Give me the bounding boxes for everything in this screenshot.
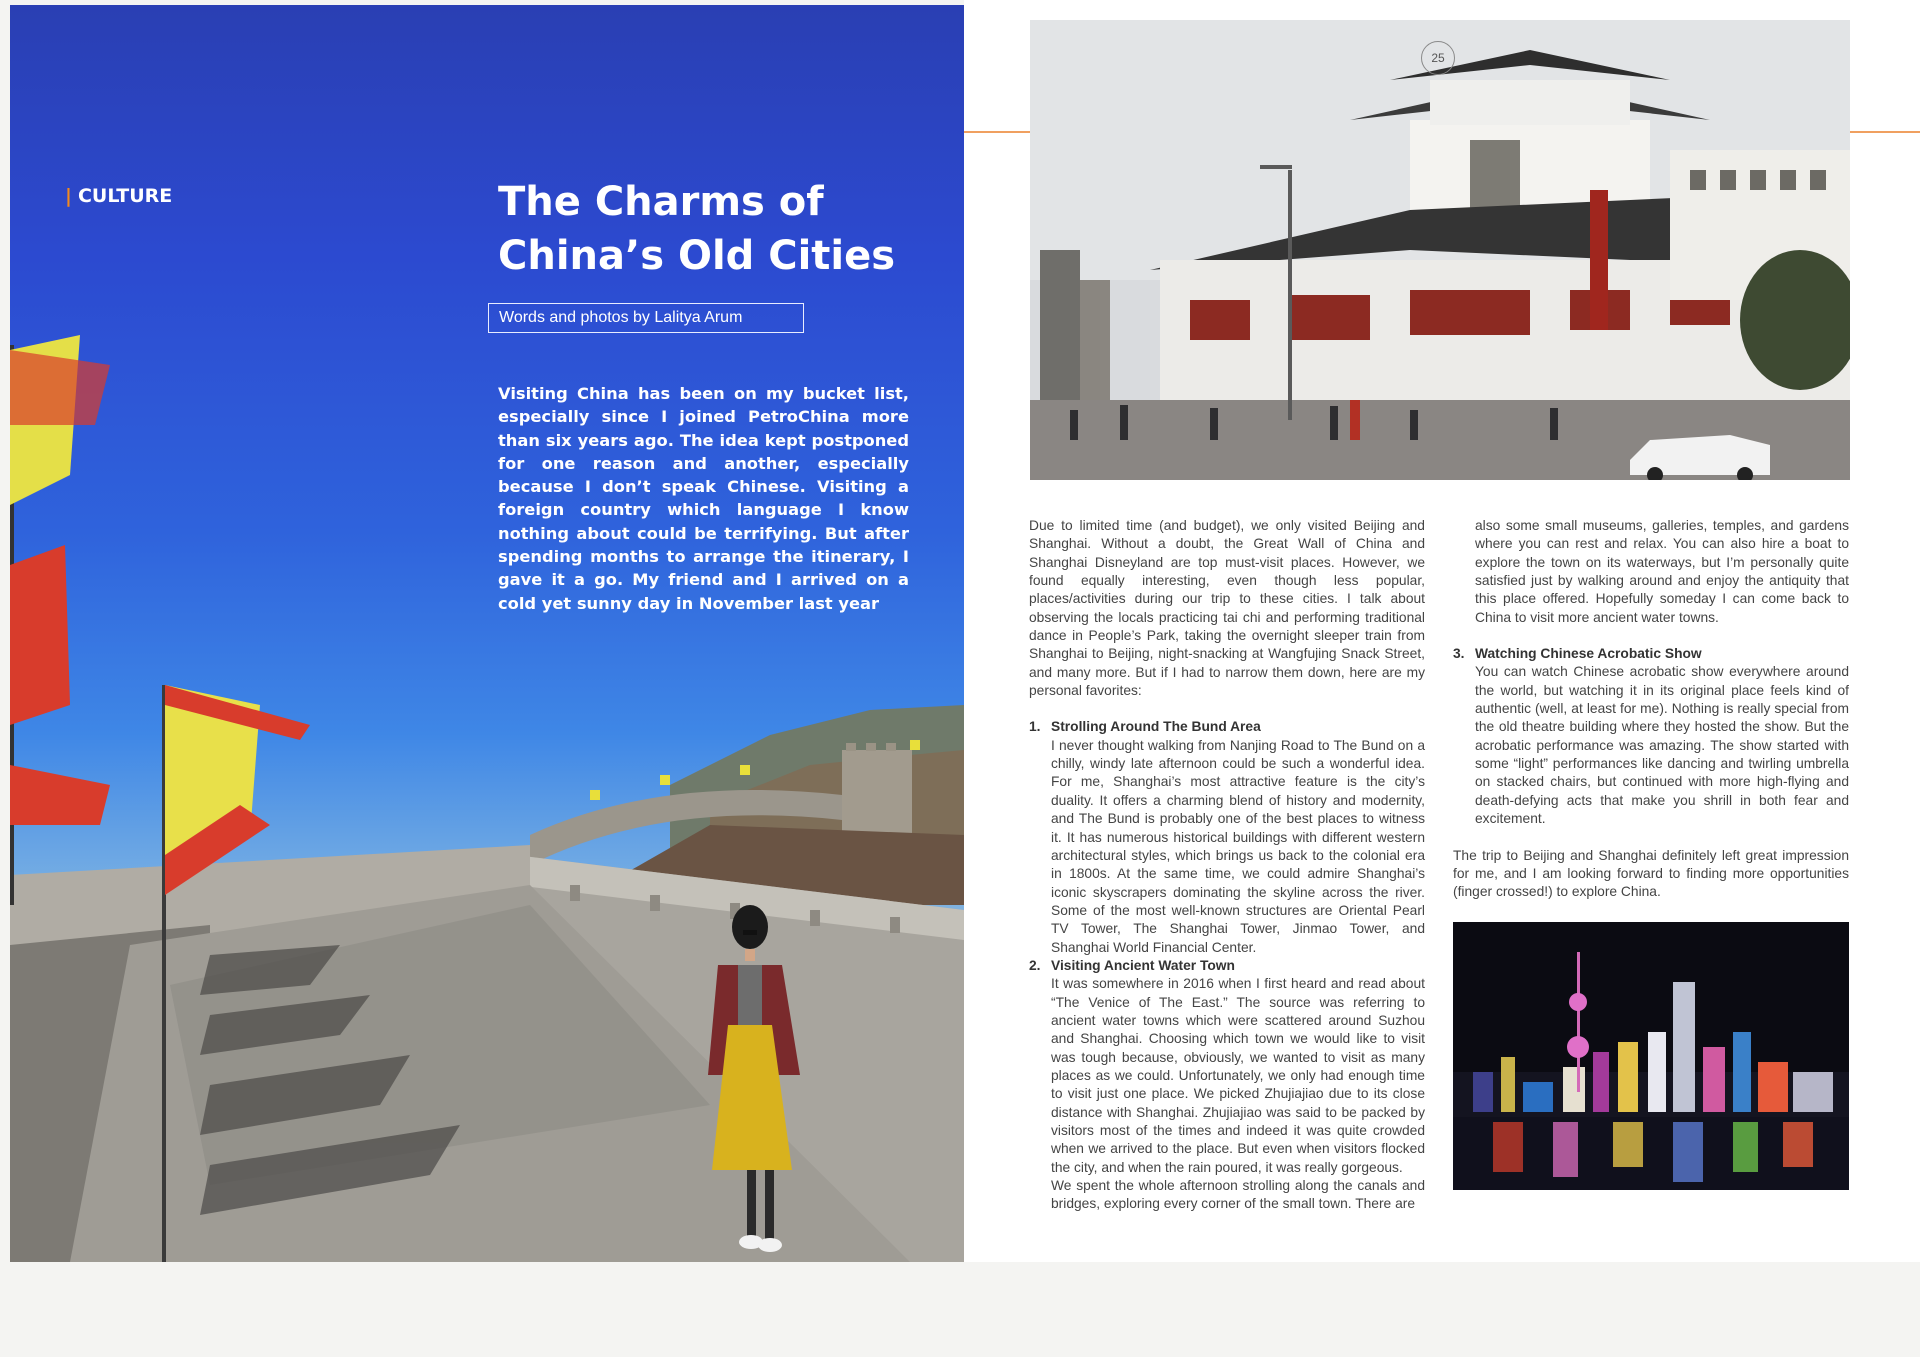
list-item — [1029, 957, 1425, 1214]
list-item — [1029, 718, 1425, 956]
list-item-number: 1. — [1029, 719, 1041, 735]
bund-skyline-night-photo — [1453, 922, 1849, 1190]
left-page — [10, 5, 964, 1262]
list-item-body: I never thought walking from Nanjing Road to The Bund on a chilly, windy late afternoon could be such a wonderful idea. For me, Shanghai’s most attractive feature is the city’s duality. It offers a charming blend of history and modernity, and The Bund is probably one of the best places to witness it. It has numerous historical buildings with different western architectural styles, which brings us back to the colonial era in 1800s. At the same time, we could admire Shanghai’s iconic skyscrapers dominating the skyline across the river. Some of the most well-known structures are Oriental Pearl TV Tower, The Shanghai Tower, Jinmao Tower, and Shanghai World Financial Center. — [1051, 737, 1425, 955]
right-page — [964, 0, 1920, 1262]
list-item-body-continued: We spent the whole afternoon strolling along the canals and bridges, exploring every corner of the small town. There are — [1051, 1178, 1425, 1212]
section-marker: | — [65, 185, 72, 207]
list-item-body: It was somewhere in 2016 when I first heard and read about “The Venice of The East.” The source was referring to ancient water towns which were scattered around Suzhou and Shanghai. Choosing which town we would like to visit was tough because, obviously, we wanted to visit as many places as we could. Unfortunately, we only had enough time to visit just one place. We picked Zhujiajiao due to its close distance with Shanghai. Zhujiajiao was said to be packed by visitors most of the times and indeed it was quite crowded when we arrived to the place. But even when visitors flocked the city, and when the rain poured, it was really gorgeous. — [1051, 976, 1425, 1175]
section-label-text: CULTURE — [77, 185, 173, 207]
title-line-2: China’s Old Cities — [498, 233, 896, 279]
list-item-body: You can watch Chinese acrobatic show everywhere around the world, but watching it in its original place feels kind of authentic (well, at least for me). Nothing is really special from the old theatre building where they hosted the show. But the acrobatic performance was amazing. The show started with some “light” performances like dancing and twirling umbrella on stacked chairs, but continued with more high-flying and death-defying acts that make you shrill in both fear and excitement. — [1475, 664, 1849, 827]
list-item-number: 2. — [1029, 957, 1041, 973]
article-title — [498, 175, 918, 283]
list-item — [1453, 645, 1849, 828]
page-number: 25 — [1421, 41, 1455, 75]
closing-paragraph: The trip to Beijing and Shanghai definitely left great impression for me, and I am looking forward to finding more opportunities (finger crossed!) to explore China. — [1453, 847, 1849, 900]
list-item-heading — [1453, 645, 1849, 663]
title-line-1: The Charms of — [498, 179, 824, 225]
list-item-heading — [1029, 957, 1425, 975]
article-column-left — [1029, 517, 1425, 1214]
list-item-heading-text: Watching Chinese Acrobatic Show — [1475, 646, 1702, 662]
list-item-heading-text: Visiting Ancient Water Town — [1051, 957, 1235, 973]
opening-paragraph: Due to limited time (and budget), we only visited Beijing and Shanghai. Without a doubt, the Great Wall of China and Shanghai Disneyland are top must-visit places. However, we found equally interesting, even though less popular, places/activities during our trip to these cities. I talk about observing the locals practicing tai chi and performing traditional dance in People’s Park, taking the overnight sleeper train from Shanghai to Beijing, night-snacking at Wangfujing Snack Street, and many more. But if I had to narrow them down, here are my personal favorites: — [1029, 518, 1425, 699]
article-column-right — [1453, 517, 1849, 902]
list-item-heading — [1029, 718, 1425, 736]
intro-paragraph: Visiting China has been on my bucket list, especially since I joined PetroChina more than six years ago. The idea kept postponed for one reason and another, especially because I don’t speak Chinese. Visiting a foreign country which language I know nothing about could be terrifying. But after spending months to arrange the itinerary, I gave it a go. My friend and I arrived on a cold yet sunny day in November last year — [498, 384, 909, 613]
list-item-continuation: also some small museums, galleries, temples, and gardens where you can rest and relax. You can also hire a boat to explore the town on its waterways, but I’m personally quite satisfied just by walking around and enjoy the antiquity that this place offered. Hopefully someday I can come back to China to visit more ancient water towns. — [1475, 518, 1849, 625]
list-item-number: 3. — [1453, 646, 1465, 662]
byline: Words and photos by Lalitya Arum — [488, 303, 804, 333]
list-item-heading-text: Strolling Around The Bund Area — [1051, 719, 1261, 735]
shanghai-old-street-photo — [1030, 20, 1850, 480]
section-label — [65, 185, 172, 207]
